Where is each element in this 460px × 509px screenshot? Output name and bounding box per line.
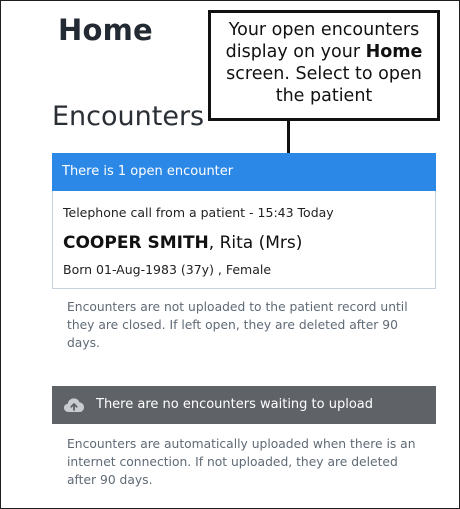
encounter-list-item[interactable]	[52, 191, 436, 289]
callout-text-bold: Home	[365, 42, 423, 62]
callout-text-after: screen. Select to open the patient	[226, 64, 422, 106]
patient-name	[63, 233, 302, 253]
upload-status-banner	[52, 386, 436, 424]
upload-note: Encounters are automatically uploaded when there is an internet connection. If not uploaded, they are deleted after 90 days.	[67, 437, 416, 487]
patient-surname: COOPER SMITH	[63, 233, 209, 253]
open-encounters-banner: There is 1 open encounter	[52, 153, 436, 191]
upload-status-text: There are no encounters waiting to upload	[96, 397, 374, 412]
cloud-upload-icon	[63, 396, 85, 414]
callout-text-before: Your open encounters display on your	[225, 20, 420, 62]
patient-given-name: , Rita (Mrs)	[208, 233, 303, 253]
encounter-type: Telephone call from a patient - 15:43 Today	[63, 205, 334, 220]
open-encounters-note: Encounters are not uploaded to the patient record until they are closed. If left open, they are deleted after 90 days.	[67, 300, 408, 350]
encounters-heading: Encounters	[52, 101, 205, 132]
patient-details: Born 01-Aug-1983 (37y) , Female	[63, 262, 272, 277]
page-title: Home	[58, 13, 153, 47]
instruction-callout	[208, 10, 440, 121]
